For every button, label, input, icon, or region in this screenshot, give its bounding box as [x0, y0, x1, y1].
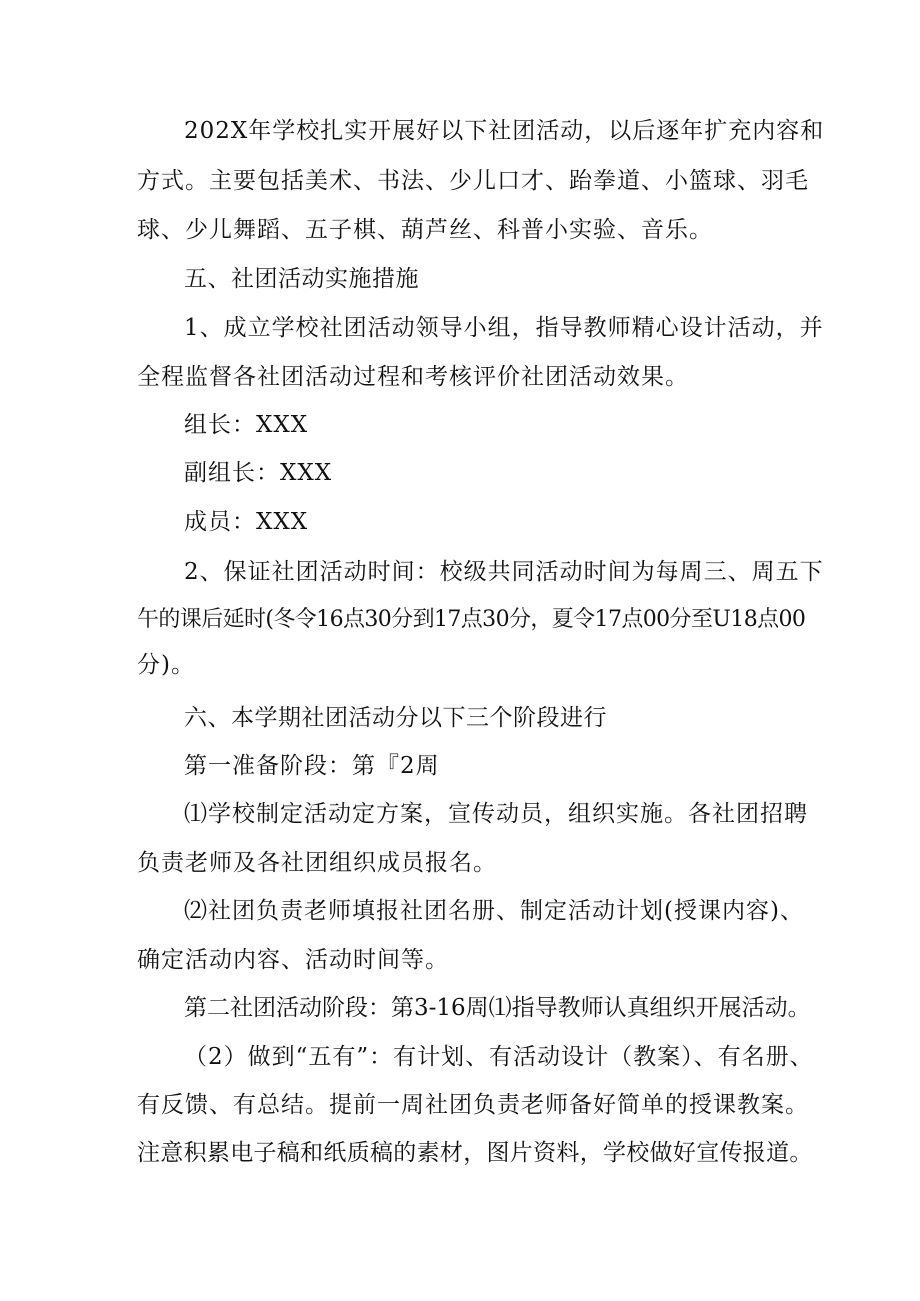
- paragraph-line: ⑵社团负责老师填报社团名册、制定活动计划(授课内容)、: [184, 898, 804, 924]
- paragraph-line: 分)。: [137, 652, 195, 678]
- paragraph-line: 202X年学校扎实开展好以下社团活动，以后逐年扩充内容和: [184, 118, 825, 144]
- paragraph-line: 1、成立学校社团活动领导小组，指导教师精心设计活动，并: [184, 315, 824, 341]
- paragraph-line: 有反馈、有总结。提前一周社团负责老师备好简单的授课教案。: [137, 1092, 809, 1118]
- paragraph-line: 确定活动内容、活动时间等。: [137, 947, 449, 973]
- paragraph-line: 全程监督各社团活动过程和考核评价社团活动效果。: [137, 364, 689, 390]
- paragraph-line: 第二社团活动阶段：第3-16周⑴指导教师认真组织开展活动。: [184, 995, 811, 1021]
- paragraph-line: 2、保证社团活动时间：校级共同活动时间为每周三、周五下: [184, 559, 824, 585]
- paragraph-line: 副组长：XXX: [184, 460, 333, 486]
- paragraph-line: 第一准备阶段：第『2周: [184, 753, 440, 779]
- paragraph-line: 球、少儿舞蹈、五子棋、葫芦丝、科普小实验、音乐。: [137, 217, 713, 243]
- paragraph-line: ⑴学校制定活动定方案，宣传动员，组织实施。各社团招聘: [184, 801, 808, 827]
- section-heading: 五、社团活动实施措施: [184, 266, 419, 292]
- paragraph-line: 成员：XXX: [184, 509, 309, 535]
- paragraph-line: （2）做到“五有”：有计划、有活动设计（教案）、有名册、: [184, 1044, 814, 1070]
- paragraph-line: 注意积累电子稿和纸质稿的素材，图片资料，学校做好宣传报道。: [137, 1140, 813, 1166]
- paragraph-line: 方式。主要包括美术、书法、少儿口才、跆拳道、小篮球、羽毛: [137, 168, 809, 194]
- paragraph-line: 组长：XXX: [184, 412, 309, 438]
- paragraph-line: 负责老师及各社团组织成员报名。: [137, 850, 497, 876]
- section-heading: 六、本学期社团活动分以下三个阶段进行: [184, 705, 607, 731]
- paragraph-line: 午的课后延时(冬令16点30分到17点30分，夏令17点00分至U18点00: [137, 607, 806, 632]
